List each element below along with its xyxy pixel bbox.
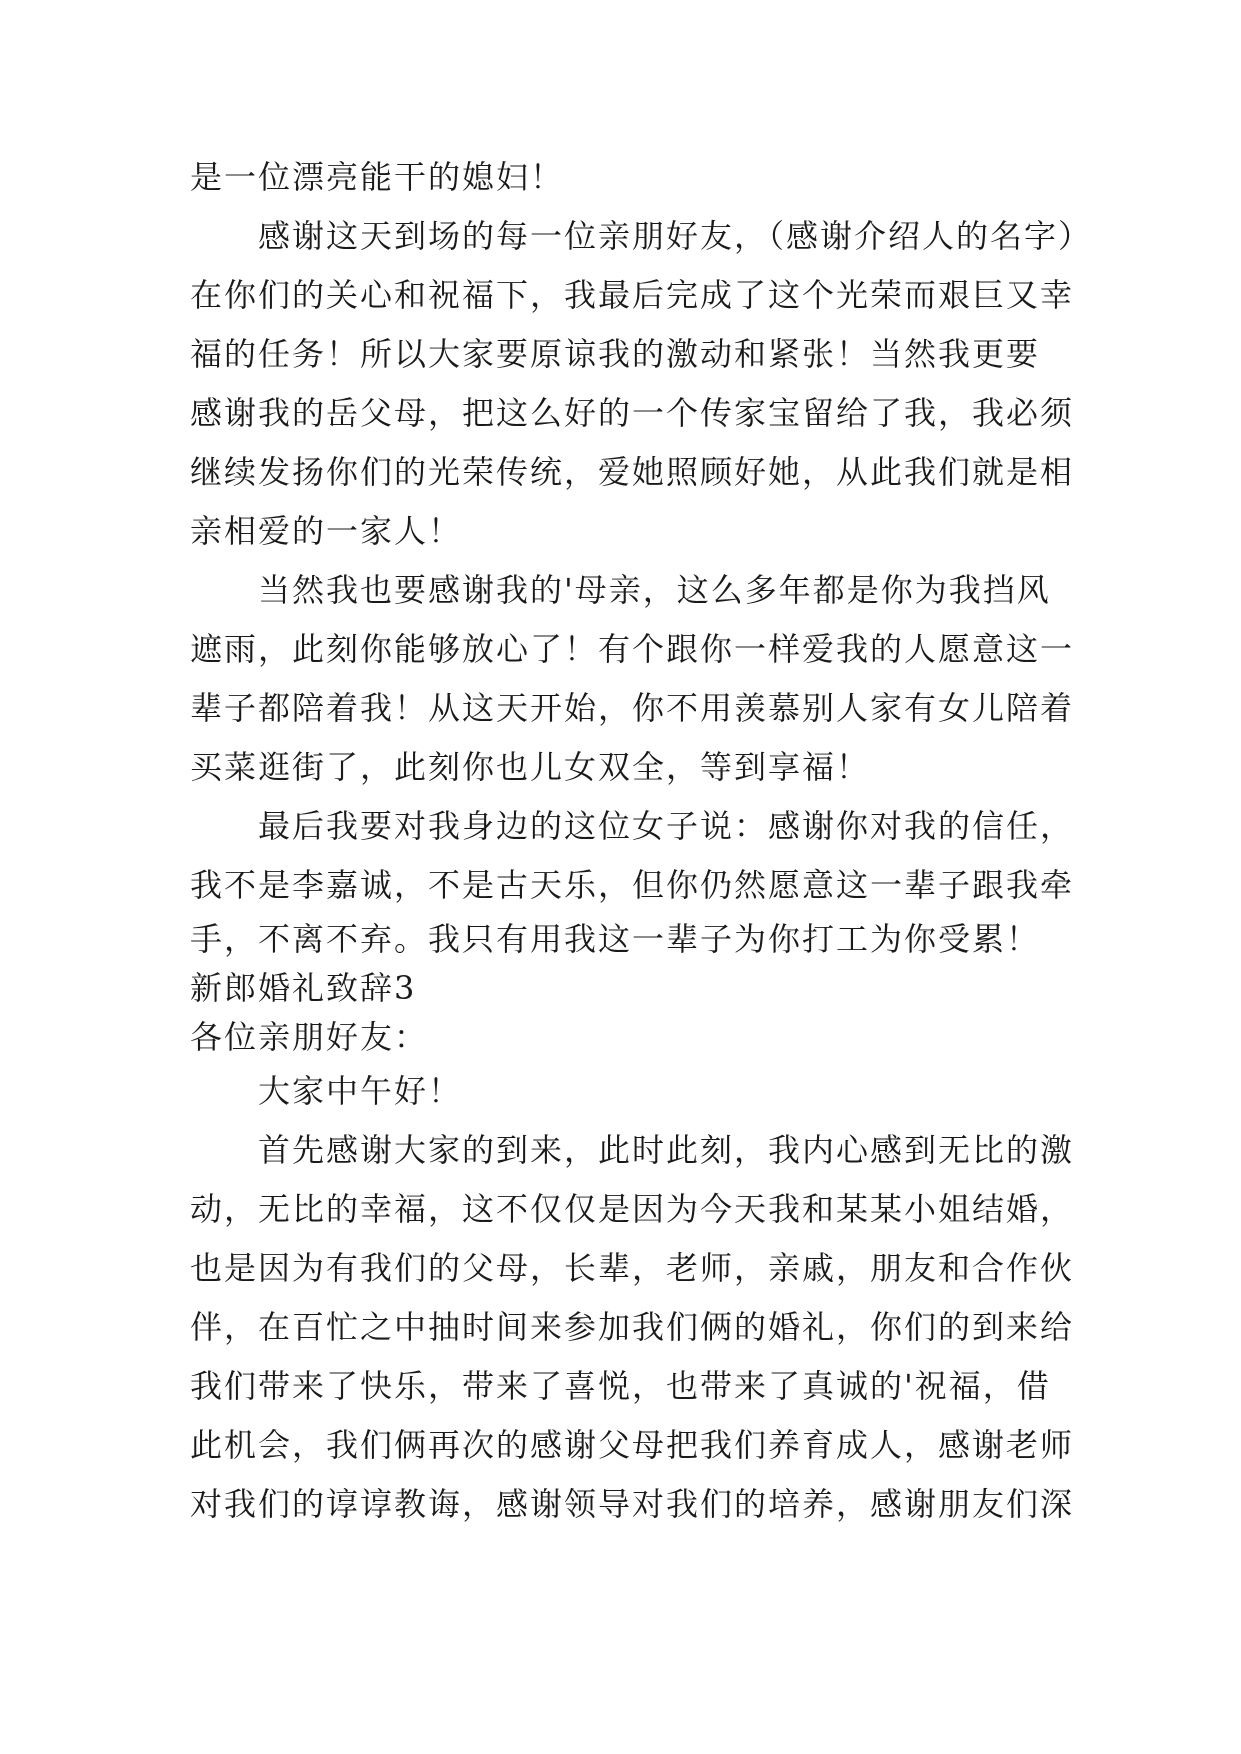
- text-line: 此机会，我们俩再次的感谢父母把我们养育成人，感谢老师: [190, 1426, 1075, 1464]
- text-line: 继续发扬你们的光荣传统，爱她照顾好她，从此我们就是相: [190, 453, 1075, 491]
- greeting-line: 大家中午好！: [258, 1072, 463, 1110]
- text-line: 动，无比的幸福，这不仅仅是因为今天我和某某小姐结婚，: [190, 1190, 1075, 1228]
- text-line: 是一位漂亮能干的媳妇！: [190, 158, 565, 196]
- text-line: 伴，在百忙之中抽时间来参加我们俩的婚礼，你们的到来给: [190, 1308, 1075, 1346]
- text-line: 福的任务！所以大家要原谅我的激动和紧张！当然我更要: [190, 335, 1041, 373]
- text-line: 对我们的谆谆教诲，感谢领导对我们的培养，感谢朋友们深: [190, 1485, 1075, 1523]
- text-line: 我们带来了快乐，带来了喜悦，也带来了真诚的'祝福，借: [190, 1367, 1051, 1405]
- document-page: [190, 148, 1093, 1534]
- text-line: 辈子都陪着我！从这天开始，你不用羡慕别人家有女儿陪着: [190, 689, 1075, 727]
- text-line: 也是因为有我们的父母，长辈，老师，亲戚，朋友和合作伙: [190, 1249, 1075, 1287]
- text-line: 手，不离不弃。我只有用我这一辈子为你打工为你受累！: [190, 920, 1041, 958]
- text-line: 我不是李嘉诚，不是古天乐，但你仍然愿意这一辈子跟我牵: [190, 866, 1075, 904]
- text-line: 亲相爱的一家人！: [190, 512, 463, 550]
- salutation-line: 各位亲朋好友：: [190, 1018, 429, 1056]
- paragraph-start-line: 当然我也要感谢我的'母亲，这么多年都是你为我挡风: [258, 571, 1051, 609]
- text-line: 买菜逛街了，此刻你也儿女双全，等到享福！: [190, 748, 871, 786]
- paragraph-start-line: 感谢这天到场的每一位亲朋好友，（感谢介绍人的名字）: [258, 217, 1093, 255]
- text-line: 在你们的关心和祝福下，我最后完成了这个光荣而艰巨又幸: [190, 276, 1075, 314]
- text-line: 感谢我的岳父母，把这么好的一个传家宝留给了我，我必须: [190, 394, 1075, 432]
- section-heading: 新郎婚礼致辞3: [190, 969, 417, 1007]
- paragraph-start-line: 最后我要对我身边的这位女子说：感谢你对我的信任，: [258, 807, 1075, 845]
- paragraph-start-line: 首先感谢大家的到来，此时此刻，我内心感到无比的激: [258, 1131, 1075, 1169]
- text-line: 遮雨，此刻你能够放心了！有个跟你一样爱我的人愿意这一: [190, 630, 1075, 668]
